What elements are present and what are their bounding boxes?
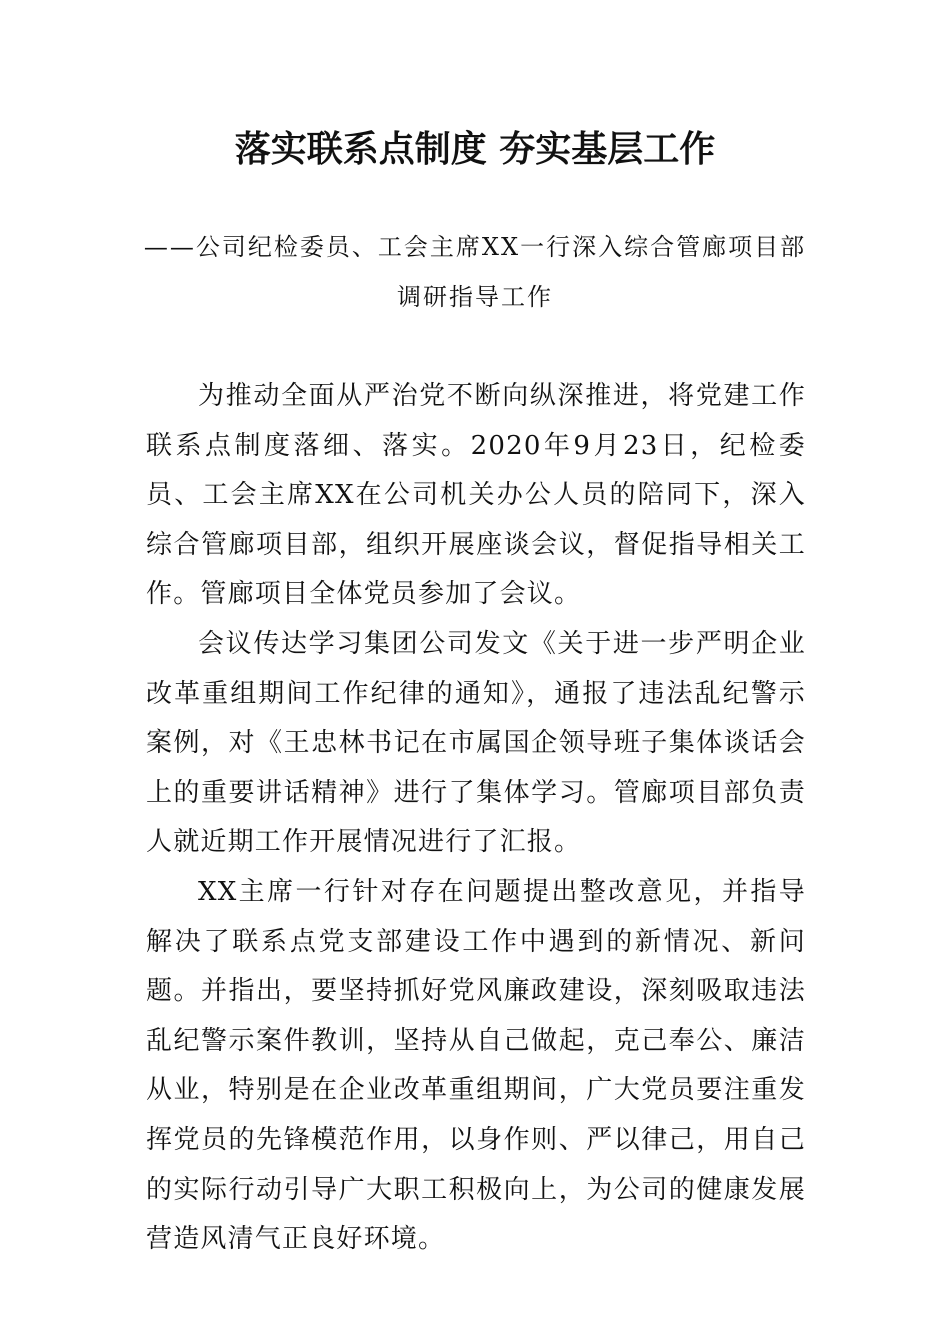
paragraph-3: XX主席一行针对存在问题提出整改意见，并指导解决了联系点党支部建设工作中遇到的新情况、新问题。并指出，要坚持抓好党风廉政建设，深刻吸取违法乱纪警示案件教训，坚持从自己做起，克己奉公、廉洁从业，特别是在企业改革重组期间，广大党员要注重发挥党员的先锋模范作用，以身作则、严以律己，用自己的实际行动引导广大职工积极向上，为公司的健康发展营造风清气正良好环境。 [146,876,806,1255]
document-body [146,372,806,1265]
document-title: 落实联系点制度 夯实基层工作 [234,128,716,170]
document-subtitle: ——公司纪检委员、工会主席XX一行深入综合管廊项目部调研指导工作 [143,233,807,311]
paragraph-1: 为推动全面从严治党不断向纵深推进，将党建工作联系点制度落细、落实。2020年9月23日，纪检委员、工会主席XX在公司机关办公人员的陪同下，深入综合管廊项目部，组织开展座谈会议，督促指导相关工作。管廊项目全体党员参加了会议。 [146,381,806,610]
paragraph-2: 会议传达学习集团公司发文《关于进一步严明企业改革重组期间工作纪律的通知》，通报了违法乱纪警示案例，对《王忠林书记在市属国企领导班子集体谈话会上的重要讲话精神》进行了集体学习。管廊项目部负责人就近期工作开展情况进行了汇报。 [146,628,806,858]
